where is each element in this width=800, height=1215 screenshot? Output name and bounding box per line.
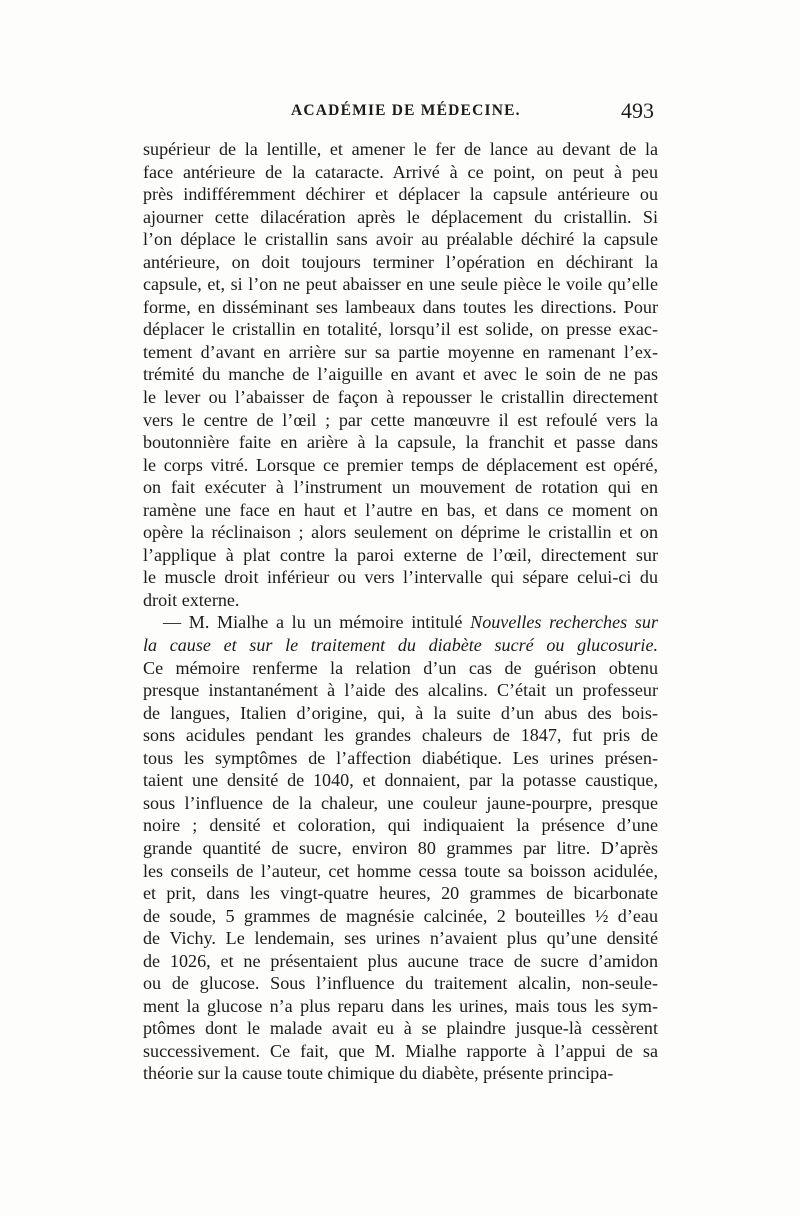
text-line-content: déplacer le cristallin en totalité, lorsqu’il est solide, on presse exac- xyxy=(143,319,658,340)
text-line xyxy=(143,431,658,454)
text-line xyxy=(143,972,658,995)
text-line xyxy=(143,724,658,747)
text-line-content: tous les symptômes de l’affection diabétique. Les urines présen- xyxy=(143,747,658,768)
body-text xyxy=(143,138,658,1085)
text-line-content: trémité du manche de l’aiguille en avant et avec le soin de ne pas xyxy=(143,364,658,385)
text-line-content: sons acidules pendant les grandes chaleurs de 1847, fut pris de xyxy=(143,725,658,746)
text-line-content: face antérieure de la cataracte. Arrivé à ce point, on peut à peu xyxy=(143,161,658,182)
text-line xyxy=(143,589,658,612)
text-line-content: — M. Mialhe a lu un mémoire intitulé xyxy=(163,612,471,633)
running-head xyxy=(143,100,658,126)
text-line-content: l’applique à plat contre la paroi externe de l’œil, directement sur xyxy=(143,544,658,565)
text-line-content: ou de glucose. Sous l’influence du traitement alcalin, non-seule- xyxy=(143,973,658,994)
text-line-content: forme, en disséminant ses lambeaux dans toutes les directions. Pour xyxy=(143,296,658,317)
text-line-content: près indifféremment déchirer et déplacer la capsule antérieure ou xyxy=(143,184,658,205)
text-line xyxy=(143,1062,658,1085)
text-line-content: taient une densité de 1040, et donnaient, par la potasse caustique, xyxy=(143,770,658,791)
text-line xyxy=(143,341,658,364)
text-line xyxy=(143,927,658,950)
text-line xyxy=(143,161,658,184)
text-line xyxy=(143,769,658,792)
text-line xyxy=(143,611,658,634)
italic-title-fragment: la cause et sur le traitement du diabète sucré ou glucosurie. xyxy=(143,635,658,656)
text-line xyxy=(143,814,658,837)
text-line xyxy=(143,499,658,522)
text-line xyxy=(143,183,658,206)
text-line-content: le lever ou l’abaisser de façon à repousser le cristallin directement xyxy=(143,387,658,408)
italic-title-fragment: Nouvelles recherches sur xyxy=(470,612,658,633)
text-line xyxy=(143,882,658,905)
text-line-content: ment la glucose n’a plus reparu dans les urines, mais tous les sym- xyxy=(143,995,658,1016)
text-line-content: ptômes dont le malade avait eu à se plaindre jusque-là cessèrent xyxy=(143,1018,658,1039)
text-line-content: noire ; densité et coloration, qui indiquaient la présence d’une xyxy=(143,815,658,836)
text-line-content: Ce mémoire renferme la relation d’un cas de guérison obtenu xyxy=(143,657,658,678)
text-line-content: le muscle droit inférieur ou vers l’intervalle qui sépare celui-ci du xyxy=(143,567,658,588)
text-line xyxy=(143,566,658,589)
running-title: ACADÉMIE DE MÉDECINE. xyxy=(291,102,521,119)
text-line-content: capsule, et, si l’on ne peut abaisser en une seule pièce le voile qu’elle xyxy=(143,274,658,295)
page-number: 493 xyxy=(621,98,654,123)
text-line xyxy=(143,363,658,386)
text-line xyxy=(143,138,658,161)
text-line xyxy=(143,860,658,883)
text-line-content: vers le centre de l’œil ; par cette manœuvre il est refoulé vers la xyxy=(143,409,658,430)
text-line xyxy=(143,837,658,860)
text-line-content: les conseils de l’auteur, cet homme cessa toute sa boisson acidulée, xyxy=(143,860,658,881)
text-line xyxy=(143,318,658,341)
text-line-content: successivement. Ce fait, que M. Mialhe rapporte à l’appui de sa xyxy=(143,1040,658,1061)
text-line-content: de Vichy. Le lendemain, ses urines n’avaient plus qu’une densité xyxy=(143,928,658,949)
text-line xyxy=(143,228,658,251)
text-line xyxy=(143,386,658,409)
text-line-content: boutonnière faite en arière à la capsule, la franchit et passe dans xyxy=(143,432,658,453)
text-line xyxy=(143,273,658,296)
text-line-content: tement d’avant en arrière sur sa partie moyenne en ramenant l’ex- xyxy=(143,341,658,362)
text-line xyxy=(143,950,658,973)
text-line-content: et prit, dans les vingt-quatre heures, 20 grammes de bicarbonate xyxy=(143,883,658,904)
text-line xyxy=(143,409,658,432)
text-line xyxy=(143,251,658,274)
text-line xyxy=(143,296,658,319)
text-line xyxy=(143,206,658,229)
text-line-content: ramène une face en haut et l’autre en bas, et dans ce moment on xyxy=(143,499,658,520)
text-line xyxy=(143,905,658,928)
text-line-content: sous l’influence de la chaleur, une couleur jaune-pourpre, presque xyxy=(143,792,658,813)
text-line-content: ajourner cette dilacération après le déplacement du cristallin. Si xyxy=(143,206,658,227)
text-line xyxy=(143,1040,658,1063)
text-line-content: on fait exécuter à l’instrument un mouvement de rotation qui en xyxy=(143,477,658,498)
text-line xyxy=(143,521,658,544)
text-line xyxy=(143,1017,658,1040)
text-line-content: l’on déplace le cristallin sans avoir au préalable déchiré la capsule xyxy=(143,229,658,250)
text-line xyxy=(143,792,658,815)
text-line-content: de soude, 5 grammes de magnésie calcinée, 2 bouteilles ½ d’eau xyxy=(143,905,658,926)
text-line-content: théorie sur la cause toute chimique du diabète, présente principa- xyxy=(143,1063,614,1084)
text-line-content: antérieure, on doit toujours terminer l’opération en déchirant la xyxy=(143,251,658,272)
text-line xyxy=(143,544,658,567)
text-line xyxy=(143,995,658,1018)
text-line xyxy=(143,657,658,680)
text-line-content: de 1026, et ne présentaient plus aucune trace de sucre d’amidon xyxy=(143,950,658,971)
text-line-content: droit externe. xyxy=(143,589,240,610)
text-line xyxy=(143,634,658,657)
text-line xyxy=(143,454,658,477)
text-line-content: le corps vitré. Lorsque ce premier temps de déplacement est opéré, xyxy=(143,454,658,475)
text-line xyxy=(143,702,658,725)
text-line xyxy=(143,476,658,499)
text-line-content: presque instantanément à l’aide des alcalins. C’était un professeur xyxy=(143,680,658,701)
text-line-content: opère la réclinaison ; alors seulement on déprime le cristallin et on xyxy=(143,522,658,543)
text-line-content: de langues, Italien d’origine, qui, à la suite d’un abus des bois- xyxy=(143,702,658,723)
text-line-content: grande quantité de sucre, environ 80 grammes par litre. D’après xyxy=(143,837,658,858)
text-line xyxy=(143,679,658,702)
text-line xyxy=(143,747,658,770)
text-line-content: supérieur de la lentille, et amener le fer de lance au devant de la xyxy=(143,139,658,159)
